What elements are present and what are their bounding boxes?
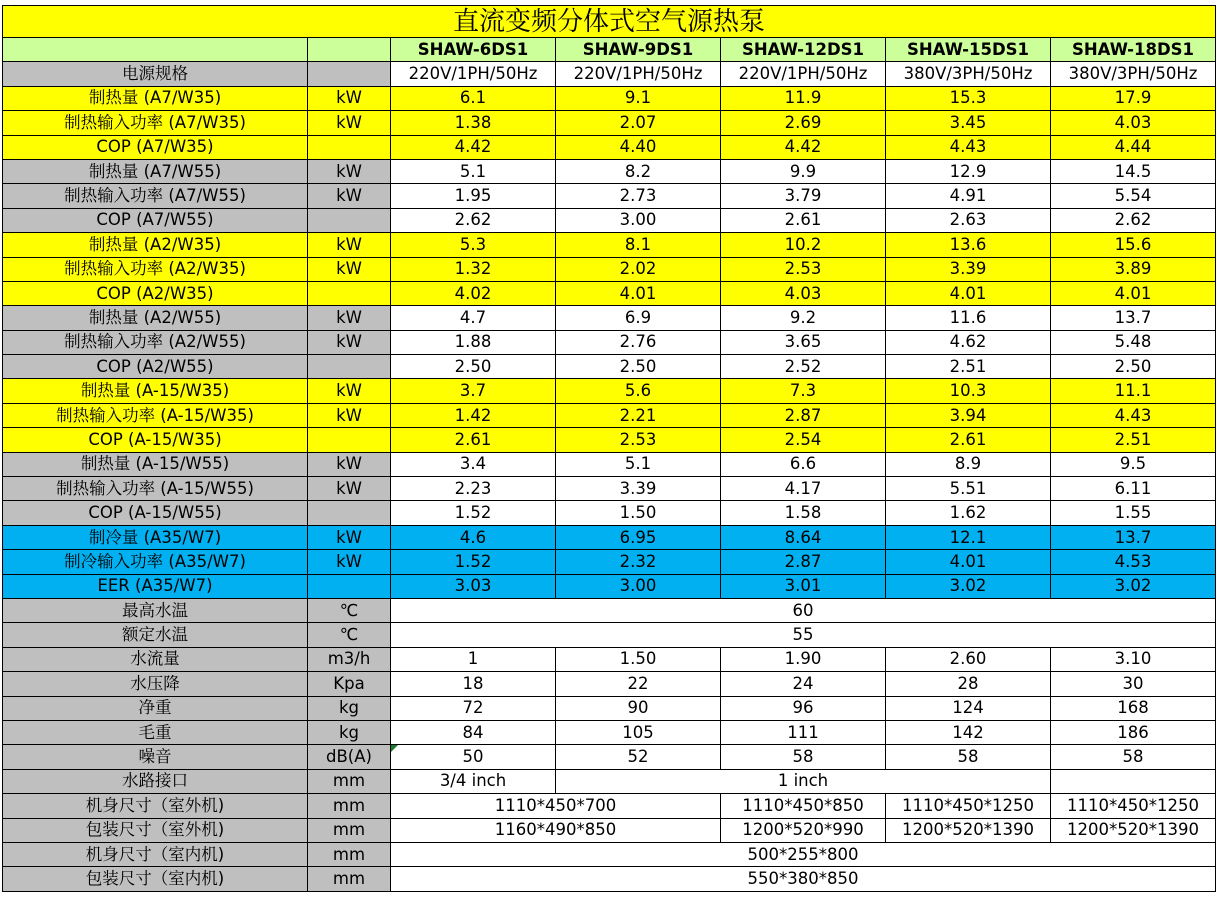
row-label: 电源规格 [3, 62, 308, 86]
value-cell: 5.48 [1051, 330, 1216, 354]
value-cell: 220V/1PH/50Hz [556, 62, 721, 86]
table-row [3, 111, 1216, 135]
value-cell: 96 [721, 696, 886, 720]
row-unit: kW [308, 233, 391, 257]
row-unit [308, 62, 391, 86]
value-cell: 1200*520*1390 [886, 818, 1051, 842]
table-row [3, 696, 1216, 720]
value-cell: 1.95 [391, 184, 556, 208]
value-cell: 3.79 [721, 184, 886, 208]
table-row [3, 403, 1216, 427]
row-unit: kW [308, 86, 391, 110]
value-cell: 105 [556, 720, 721, 744]
row-unit [308, 135, 391, 159]
value-cell: 50 [391, 745, 556, 769]
table-row [3, 598, 1216, 622]
value-cell: 1.58 [721, 501, 886, 525]
value-cell: 2.69 [721, 111, 886, 135]
value-cell: 12.9 [886, 159, 1051, 183]
row-unit: kW [308, 257, 391, 281]
row-label: 制热量 (A-15/W35) [3, 379, 308, 403]
row-unit: mm [308, 842, 391, 866]
table-row [3, 330, 1216, 354]
row-label: 机身尺寸（室内机) [3, 842, 308, 866]
value-cell: 4.03 [1051, 111, 1216, 135]
value-cell: 168 [1051, 696, 1216, 720]
row-label: 机身尺寸（室外机) [3, 794, 308, 818]
value-cell: 380V/3PH/50Hz [886, 62, 1051, 86]
row-label: 制热输入功率 (A2/W35) [3, 257, 308, 281]
value-cell: 4.01 [886, 550, 1051, 574]
title-row [3, 6, 1216, 38]
value-cell: 2.50 [556, 355, 721, 379]
row-unit: dB(A) [308, 745, 391, 769]
value-cell: 6.1 [391, 86, 556, 110]
value-cell: 2.76 [556, 330, 721, 354]
value-cell: 1200*520*1390 [1051, 818, 1216, 842]
value-cell: 4.43 [1051, 403, 1216, 427]
table-row [3, 574, 1216, 598]
value-cell: 2.53 [556, 428, 721, 452]
value-cell: 11.6 [886, 306, 1051, 330]
value-cell: 5.1 [556, 452, 721, 476]
value-cell: 58 [1051, 745, 1216, 769]
value-cell: 220V/1PH/50Hz [391, 62, 556, 86]
value-cell: 15.3 [886, 86, 1051, 110]
row-label: 噪音 [3, 745, 308, 769]
value-cell: 1.52 [391, 501, 556, 525]
value-cell: 3.02 [886, 574, 1051, 598]
value-cell: 186 [1051, 720, 1216, 744]
table-row [3, 135, 1216, 159]
table-row [3, 550, 1216, 574]
value-cell: 2.54 [721, 428, 886, 452]
value-cell: 2.87 [721, 550, 886, 574]
row-label: 制冷量 (A35/W7) [3, 525, 308, 549]
value-cell: 55 [391, 623, 1216, 647]
model-header: SHAW-6DS1 [391, 38, 556, 62]
value-cell: 1160*490*850 [391, 818, 721, 842]
value-cell: 4.6 [391, 525, 556, 549]
table-title: 直流变频分体式空气源热泵 [3, 6, 1216, 38]
header-blank-unit [308, 38, 391, 62]
value-cell: 1.90 [721, 647, 886, 671]
value-cell: 2.07 [556, 111, 721, 135]
value-cell: 1.50 [556, 501, 721, 525]
value-cell: 124 [886, 696, 1051, 720]
table-row [3, 794, 1216, 818]
value-cell: 5.6 [556, 379, 721, 403]
row-unit [308, 428, 391, 452]
value-cell: 5.51 [886, 477, 1051, 501]
value-cell: 500*255*800 [391, 842, 1216, 866]
value-cell: 142 [886, 720, 1051, 744]
value-cell: 17.9 [1051, 86, 1216, 110]
value-cell: 84 [391, 720, 556, 744]
value-cell: 1110*450*1250 [1051, 794, 1216, 818]
value-cell: 111 [721, 720, 886, 744]
value-cell: 6.6 [721, 452, 886, 476]
header-blank-label [3, 38, 308, 62]
row-unit: kW [308, 111, 391, 135]
row-label: 制热输入功率 (A-15/W55) [3, 477, 308, 501]
table-row [3, 62, 1216, 86]
value-cell: 4.91 [886, 184, 1051, 208]
table-row [3, 159, 1216, 183]
value-cell: 9.5 [1051, 452, 1216, 476]
table-row [3, 501, 1216, 525]
row-unit [308, 574, 391, 598]
value-cell: 2.50 [391, 355, 556, 379]
value-cell: 2.62 [391, 208, 556, 232]
model-header: SHAW-18DS1 [1051, 38, 1216, 62]
value-cell [1051, 769, 1216, 793]
row-label: 水压降 [3, 672, 308, 696]
row-label: 制热输入功率 (A7/W55) [3, 184, 308, 208]
value-cell: 1 [391, 647, 556, 671]
value-cell: 1.50 [556, 647, 721, 671]
row-label: 制冷输入功率 (A35/W7) [3, 550, 308, 574]
value-cell: 6.11 [1051, 477, 1216, 501]
row-unit: kW [308, 330, 391, 354]
value-cell: 4.42 [391, 135, 556, 159]
value-cell: 8.64 [721, 525, 886, 549]
value-cell: 2.51 [886, 355, 1051, 379]
table-row [3, 184, 1216, 208]
value-cell: 1110*450*1250 [886, 794, 1051, 818]
value-cell: 5.54 [1051, 184, 1216, 208]
spec-table [2, 5, 1216, 892]
table-row [3, 257, 1216, 281]
row-unit [308, 501, 391, 525]
value-cell: 2.61 [391, 428, 556, 452]
row-label: 水流量 [3, 647, 308, 671]
value-cell: 4.03 [721, 281, 886, 305]
table-row [3, 477, 1216, 501]
row-label: 毛重 [3, 720, 308, 744]
value-cell: 8.9 [886, 452, 1051, 476]
value-cell: 4.42 [721, 135, 886, 159]
value-cell: 1.55 [1051, 501, 1216, 525]
value-cell: 2.63 [886, 208, 1051, 232]
table-row [3, 86, 1216, 110]
value-cell: 90 [556, 696, 721, 720]
row-label: 制热量 (A-15/W55) [3, 452, 308, 476]
table-row [3, 306, 1216, 330]
value-cell: 2.60 [886, 647, 1051, 671]
value-cell: 380V/3PH/50Hz [1051, 62, 1216, 86]
row-label: COP (A2/W55) [3, 355, 308, 379]
value-cell: 1.32 [391, 257, 556, 281]
value-cell: 2.52 [721, 355, 886, 379]
row-label: 制热输入功率 (A-15/W35) [3, 403, 308, 427]
value-cell: 1.62 [886, 501, 1051, 525]
value-cell: 13.7 [1051, 525, 1216, 549]
value-cell: 3.94 [886, 403, 1051, 427]
table-row [3, 233, 1216, 257]
value-cell: 1.52 [391, 550, 556, 574]
row-unit: kW [308, 403, 391, 427]
value-cell: 24 [721, 672, 886, 696]
value-cell: 6.95 [556, 525, 721, 549]
value-cell: 5.1 [391, 159, 556, 183]
value-cell: 2.87 [721, 403, 886, 427]
value-cell: 4.02 [391, 281, 556, 305]
value-cell: 11.9 [721, 86, 886, 110]
value-cell: 5.3 [391, 233, 556, 257]
row-unit: kW [308, 525, 391, 549]
model-header: SHAW-15DS1 [886, 38, 1051, 62]
row-label: 制热量 (A2/W35) [3, 233, 308, 257]
value-cell: 1.88 [391, 330, 556, 354]
value-cell: 13.7 [1051, 306, 1216, 330]
row-unit: kW [308, 452, 391, 476]
table-row [3, 281, 1216, 305]
table-row [3, 647, 1216, 671]
value-cell: 15.6 [1051, 233, 1216, 257]
value-cell: 1110*450*700 [391, 794, 721, 818]
table-row [3, 720, 1216, 744]
value-cell: 2.23 [391, 477, 556, 501]
value-cell: 10.2 [721, 233, 886, 257]
value-cell: 3.00 [556, 574, 721, 598]
value-cell: 52 [556, 745, 721, 769]
value-cell: 2.50 [1051, 355, 1216, 379]
value-cell: 3.7 [391, 379, 556, 403]
row-label: 制热量 (A7/W55) [3, 159, 308, 183]
value-cell: 4.01 [556, 281, 721, 305]
value-cell: 3/4 inch [391, 769, 556, 793]
value-cell: 8.1 [556, 233, 721, 257]
value-cell: 3.65 [721, 330, 886, 354]
row-unit: kW [308, 159, 391, 183]
value-cell: 30 [1051, 672, 1216, 696]
value-cell: 1.38 [391, 111, 556, 135]
row-unit [308, 281, 391, 305]
value-cell: 14.5 [1051, 159, 1216, 183]
row-label: COP (A-15/W55) [3, 501, 308, 525]
row-label: 水路接口 [3, 769, 308, 793]
row-unit: Kpa [308, 672, 391, 696]
table-row [3, 623, 1216, 647]
row-unit: kW [308, 379, 391, 403]
value-cell: 220V/1PH/50Hz [721, 62, 886, 86]
value-cell: 2.51 [1051, 428, 1216, 452]
row-label: 额定水温 [3, 623, 308, 647]
value-cell: 2.61 [886, 428, 1051, 452]
value-cell: 4.53 [1051, 550, 1216, 574]
value-cell: 8.2 [556, 159, 721, 183]
row-unit [308, 355, 391, 379]
value-cell: 2.61 [721, 208, 886, 232]
value-cell: 12.1 [886, 525, 1051, 549]
table-row [3, 525, 1216, 549]
value-cell: 28 [886, 672, 1051, 696]
value-cell: 2.02 [556, 257, 721, 281]
value-cell: 3.4 [391, 452, 556, 476]
value-cell: 550*380*850 [391, 867, 1216, 891]
value-cell: 3.39 [556, 477, 721, 501]
table-row [3, 428, 1216, 452]
value-cell: 7.3 [721, 379, 886, 403]
model-header-row [3, 38, 1216, 62]
row-label: 制热量 (A7/W35) [3, 86, 308, 110]
value-cell: 18 [391, 672, 556, 696]
value-cell: 1.42 [391, 403, 556, 427]
row-label: 包装尺寸（室外机) [3, 818, 308, 842]
value-cell: 3.10 [1051, 647, 1216, 671]
value-cell: 10.3 [886, 379, 1051, 403]
value-cell: 3.00 [556, 208, 721, 232]
row-label: 制热输入功率 (A7/W35) [3, 111, 308, 135]
value-cell: 2.32 [556, 550, 721, 574]
table-row [3, 818, 1216, 842]
table-row [3, 672, 1216, 696]
row-unit: kW [308, 184, 391, 208]
value-cell: 58 [721, 745, 886, 769]
value-cell: 3.02 [1051, 574, 1216, 598]
value-cell: 3.01 [721, 574, 886, 598]
table-row [3, 867, 1216, 891]
row-label: 制热输入功率 (A2/W55) [3, 330, 308, 354]
value-cell: 4.7 [391, 306, 556, 330]
row-label: COP (A2/W35) [3, 281, 308, 305]
row-label: COP (A-15/W35) [3, 428, 308, 452]
row-unit: kg [308, 720, 391, 744]
value-cell: 3.89 [1051, 257, 1216, 281]
value-cell: 4.01 [886, 281, 1051, 305]
row-unit: mm [308, 867, 391, 891]
value-cell: 3.39 [886, 257, 1051, 281]
value-cell: 11.1 [1051, 379, 1216, 403]
row-unit: mm [308, 794, 391, 818]
row-label: 制热量 (A2/W55) [3, 306, 308, 330]
row-label: 最高水温 [3, 598, 308, 622]
value-cell: 22 [556, 672, 721, 696]
row-unit: kW [308, 477, 391, 501]
value-cell: 4.01 [1051, 281, 1216, 305]
row-unit: mm [308, 818, 391, 842]
row-unit: ℃ [308, 623, 391, 647]
row-unit: kg [308, 696, 391, 720]
value-cell: 1110*450*850 [721, 794, 886, 818]
value-cell: 9.9 [721, 159, 886, 183]
row-label: 包装尺寸（室内机) [3, 867, 308, 891]
table-row [3, 745, 1216, 769]
table-row [3, 452, 1216, 476]
row-unit [308, 208, 391, 232]
value-cell: 58 [886, 745, 1051, 769]
value-cell: 4.62 [886, 330, 1051, 354]
value-cell: 1 inch [556, 769, 1051, 793]
value-cell: 9.1 [556, 86, 721, 110]
table-row [3, 842, 1216, 866]
value-cell: 4.40 [556, 135, 721, 159]
value-cell: 3.03 [391, 574, 556, 598]
row-unit: kW [308, 550, 391, 574]
table-row [3, 769, 1216, 793]
value-cell: 3.45 [886, 111, 1051, 135]
value-cell: 9.2 [721, 306, 886, 330]
row-label: 净重 [3, 696, 308, 720]
value-cell: 2.73 [556, 184, 721, 208]
value-cell: 13.6 [886, 233, 1051, 257]
row-unit: kW [308, 306, 391, 330]
row-label: COP (A7/W55) [3, 208, 308, 232]
value-cell: 4.44 [1051, 135, 1216, 159]
row-unit: mm [308, 769, 391, 793]
table-row [3, 355, 1216, 379]
row-label: EER (A35/W7) [3, 574, 308, 598]
row-unit: m3/h [308, 647, 391, 671]
value-cell: 60 [391, 598, 1216, 622]
value-cell: 2.62 [1051, 208, 1216, 232]
row-unit: ℃ [308, 598, 391, 622]
value-cell: 6.9 [556, 306, 721, 330]
value-cell: 4.43 [886, 135, 1051, 159]
value-cell: 2.21 [556, 403, 721, 427]
value-cell: 2.53 [721, 257, 886, 281]
value-cell: 72 [391, 696, 556, 720]
value-cell: 1200*520*990 [721, 818, 886, 842]
table-row [3, 379, 1216, 403]
value-cell: 4.17 [721, 477, 886, 501]
model-header: SHAW-12DS1 [721, 38, 886, 62]
row-label: COP (A7/W35) [3, 135, 308, 159]
model-header: SHAW-9DS1 [556, 38, 721, 62]
table-row [3, 208, 1216, 232]
